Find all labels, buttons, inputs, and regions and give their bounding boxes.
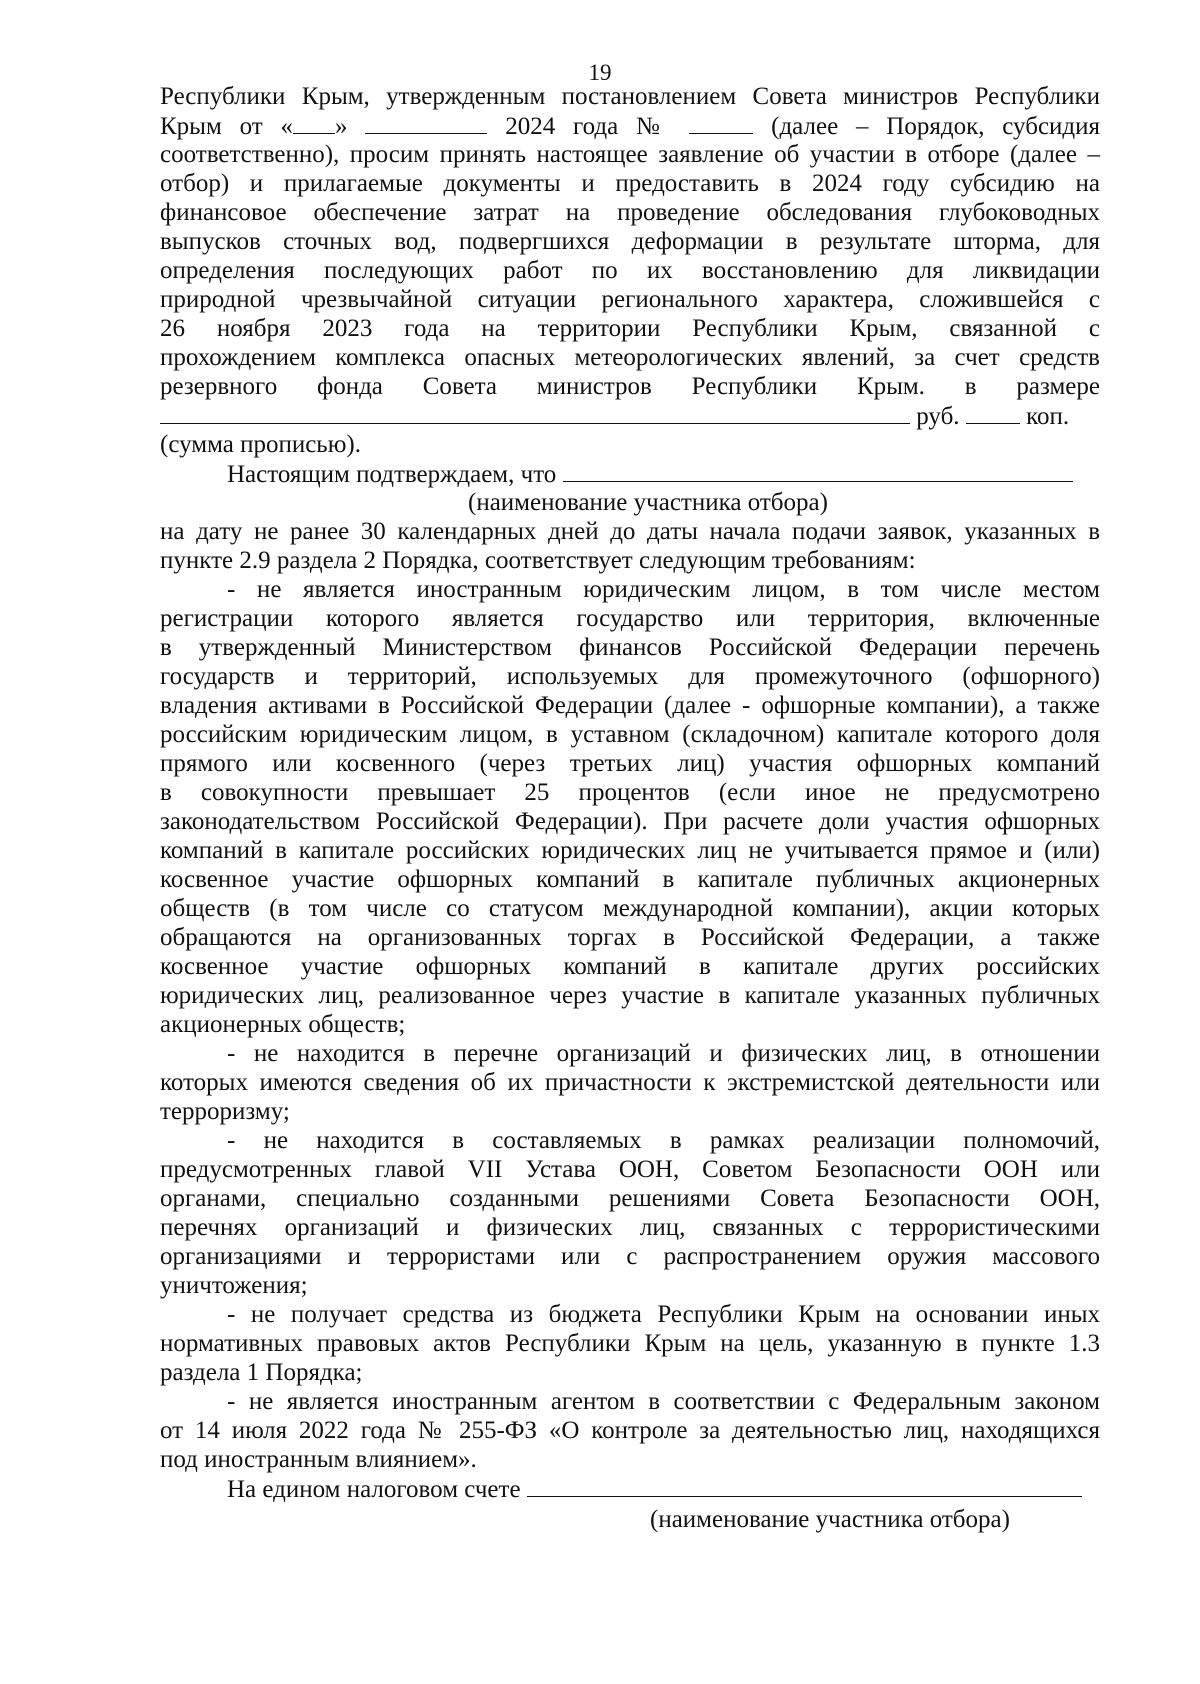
text-line: - не находится в перечне организаций и физических лиц, в отношении (227, 1040, 1100, 1067)
participant-caption: (наименование участника отбора) (468, 489, 828, 516)
text-line: пункте 2.9 раздела 2 Порядка, соответствует следующим требованиям: (160, 547, 916, 574)
text-line: нормативных правовых актов Республики Крым на цель, указанную в пункте 1.3 (160, 1330, 1100, 1357)
text-fragment: (далее – Порядок, субсидия (771, 113, 1101, 140)
text-line-with-blanks (160, 111, 1100, 141)
text-line: под иностранным влиянием». (160, 1446, 477, 1473)
text-line: государств и территорий, используемых для промежуточного (офшорного) (160, 663, 1100, 690)
text-line: выпусков сточных вод, подвергшихся деформации в результате шторма, для (160, 228, 1100, 255)
day-blank[interactable] (293, 111, 335, 134)
text-line: обращаются на организованных торгах в Российской Федерации, а также (160, 924, 1100, 951)
text-line: организациями и террористами или с распространением оружия массового (160, 1243, 1100, 1270)
text-line: в совокупности превышает 25 процентов (если иное не предусмотрено (160, 779, 1100, 806)
text-fragment: Настоящим подтверждаем, что (227, 461, 557, 488)
amount-line (160, 401, 1100, 431)
text-fragment: 2024 года № (505, 113, 672, 140)
text-line: прямого или косвенного (через третьих лиц) участия офшорных компаний (160, 750, 1100, 777)
text-line: от 14 июля 2022 года № 255-ФЗ «О контроле за деятельностью лиц, находящихся (160, 1417, 1100, 1444)
text-line: Республики Крым, утвержденным постановлением Совета министров Республики (160, 83, 1100, 110)
rub-label: руб. (916, 403, 960, 430)
amount-rubles-blank[interactable] (160, 401, 910, 424)
text-line: акционерных обществ; (160, 1011, 406, 1038)
text-line: природной чрезвычайной ситуации регионального характера, сложившейся с (160, 286, 1100, 313)
text-line: косвенное участие офшорных компаний в капитале публичных акционерных (160, 866, 1100, 893)
text-line: 26 ноября 2023 года на территории Республики Крым, связанной с (160, 315, 1100, 342)
text-line: органами, специально созданными решениями Совета Безопасности ООН, (160, 1185, 1100, 1212)
text-line: раздела 1 Порядка; (160, 1359, 363, 1386)
text-line: перечнях организаций и физических лиц, связанных с террористическими (160, 1214, 1100, 1241)
text-line: владения активами в Российской Федерации (далее - офшорные компании), а также (160, 692, 1100, 719)
text-line: прохождением комплекса опасных метеорологических явлений, за счет средств (160, 344, 1100, 371)
text-line: - не получает средства из бюджета Республики Крым на основании иных (227, 1301, 1100, 1328)
text-line: - не находится в составляемых в рамках реализации полномочий, (227, 1127, 1100, 1154)
text-fragment: Крым от « (160, 113, 294, 140)
amount-kopecks-blank[interactable] (966, 401, 1020, 424)
text-line: законодательством Российской Федерации). При расчете доли участия офшорных (160, 808, 1100, 835)
text-line: российским юридическим лицом, в уставном (складочном) капитале которого доля (160, 721, 1100, 748)
text-line: которых имеются сведения об их причастности к экстремистской деятельности или (160, 1069, 1100, 1096)
text-line: отбор) и прилагаемые документы и предоставить в 2024 году субсидию на (160, 170, 1100, 197)
text-line: - не является иностранным агентом в соответствии с Федеральным законом (227, 1388, 1100, 1415)
text-line: в утвержденный Министерством финансов Российской Федерации перечень (160, 634, 1100, 661)
confirmation-line (227, 459, 1073, 489)
text-line: определения последующих работ по их восстановлению для ликвидации (160, 257, 1100, 284)
participant-caption: (наименование участника отбора) (650, 1506, 1010, 1533)
text-line: уничтожения; (160, 1272, 308, 1299)
text-line: юридических лиц, реализованное через участие в капитале указанных публичных (160, 982, 1100, 1009)
text-line: регистрации которого является государство или территория, включенные (160, 605, 1100, 632)
text-line: компаний в капитале российских юридических лиц не учитывается прямое и (или) (160, 837, 1100, 864)
text-line: резервного фонда Совета министров Республики Крым. в размере (160, 373, 1100, 400)
page-number: 19 (588, 60, 612, 85)
text-line: финансовое обеспечение затрат на проведение обследования глубоководных (160, 199, 1100, 226)
tax-account-line (227, 1474, 1082, 1504)
text-line: (сумма прописью). (160, 431, 361, 458)
participant-name-blank[interactable] (563, 459, 1073, 482)
text-line: терроризму; (160, 1098, 290, 1125)
month-blank[interactable] (365, 111, 487, 134)
text-line: соответственно), просим принять настоящее заявление об участии в отборе (далее – (160, 141, 1100, 168)
text-line: - не является иностранным юридическим лицом, в том числе местом (227, 576, 1100, 603)
text-line: обществ (в том числе со статусом международной компании), акции которых (160, 895, 1100, 922)
kop-label: коп. (1026, 403, 1070, 430)
text-fragment: » (335, 113, 348, 140)
text-line: косвенное участие офшорных компаний в капитале других российских (160, 953, 1100, 980)
text-line: предусмотренных главой VII Устава ООН, Советом Безопасности ООН или (160, 1156, 1100, 1183)
number-blank[interactable] (689, 111, 753, 134)
text-fragment: На едином налоговом счете (227, 1476, 521, 1503)
tax-participant-name-blank[interactable] (527, 1474, 1082, 1497)
text-line: на дату не ранее 30 календарных дней до даты начала подачи заявок, указанных в (160, 518, 1100, 545)
